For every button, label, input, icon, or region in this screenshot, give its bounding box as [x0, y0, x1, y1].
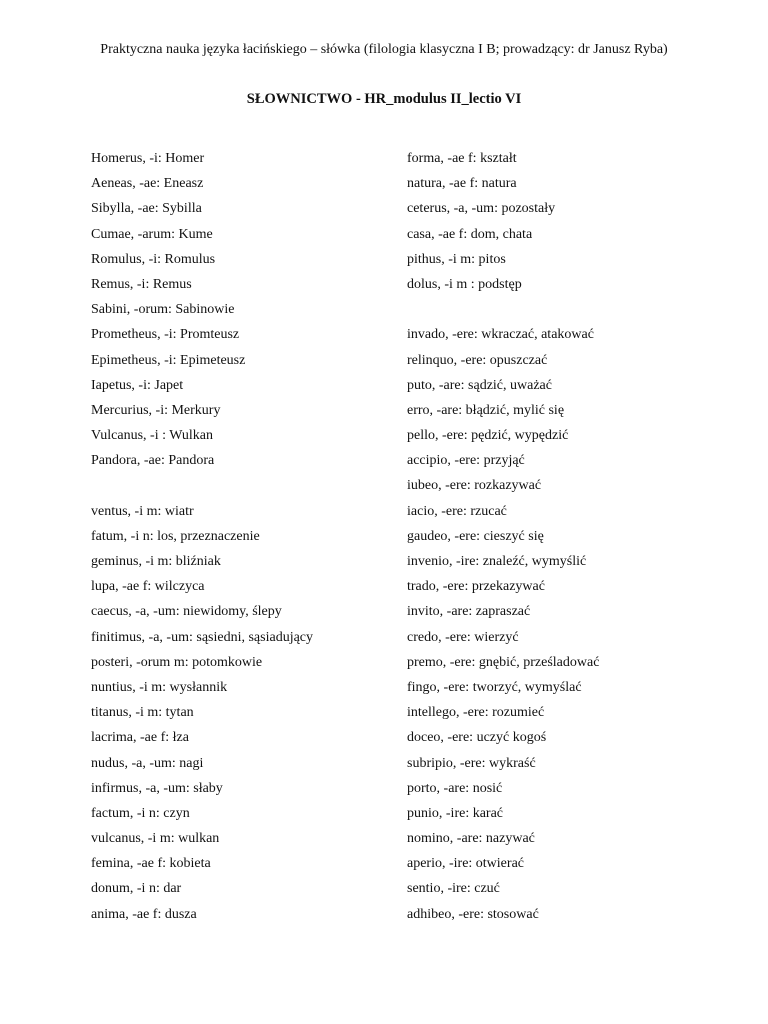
vocabulary-entry: gaudeo, -ere: cieszyć się	[407, 528, 544, 544]
vocabulary-entry: Vulcanus, -i : Wulkan	[91, 428, 213, 444]
vocabulary-entry: Remus, -i: Remus	[91, 276, 192, 292]
vocabulary-entry: femina, -ae f: kobieta	[91, 856, 211, 872]
vocabulary-entry: trado, -ere: przekazywać	[407, 579, 545, 595]
vocabulary-entry: adhibeo, -ere: stosować	[407, 906, 539, 922]
vocabulary-entry: ventus, -i m: wiatr	[91, 503, 194, 519]
vocabulary-entry: erro, -are: błądzić, mylić się	[407, 402, 565, 418]
vocabulary-entry: intellego, -ere: rozumieć	[407, 705, 545, 721]
vocabulary-entry: Aeneas, -ae: Eneasz	[91, 176, 204, 192]
vocabulary-entry: iacio, -ere: rzucać	[407, 503, 507, 519]
vocabulary-entry: caecus, -a, -um: niewidomy, ślepy	[91, 604, 282, 620]
vocabulary-entry: lupa, -ae f: wilczyca	[91, 579, 205, 595]
vocabulary-entry: invenio, -ire: znaleźć, wymyślić	[407, 554, 587, 569]
vocabulary-entry: infirmus, -a, -um: słaby	[91, 780, 223, 796]
vocabulary-entry: nudus, -a, -um: nagi	[91, 755, 204, 771]
vocabulary-entry: accipio, -ere: przyjąć	[407, 453, 525, 469]
vocabulary-entry: Sibylla, -ae: Sybilla	[91, 201, 202, 217]
vocabulary-entry: geminus, -i m: bliźniak	[91, 554, 221, 569]
vocabulary-entry: relinquo, -ere: opuszczać	[407, 352, 548, 368]
vocabulary-entry: aperio, -ire: otwierać	[407, 856, 524, 872]
vocabulary-entry: Mercurius, -i: Merkury	[91, 402, 221, 418]
vocabulary-entry: Sabini, -orum: Sabinowie	[91, 302, 235, 318]
page-title: SŁOWNICTWO - HR_modulus II_lectio VI	[246, 91, 522, 107]
vocabulary-entry: pithus, -i m: pitos	[407, 251, 506, 267]
vocabulary-entry: vulcanus, -i m: wulkan	[91, 831, 220, 847]
vocabulary-entry: ceterus, -a, -um: pozostały	[407, 201, 556, 217]
vocabulary-entry: nomino, -are: nazywać	[407, 831, 535, 847]
vocabulary-entry: dolus, -i m : podstęp	[407, 276, 522, 292]
vocabulary-entry: invado, -ere: wkraczać, atakować	[407, 327, 594, 343]
vocabulary-entry: Iapetus, -i: Japet	[91, 377, 184, 393]
vocabulary-entry: factum, -i n: czyn	[91, 805, 190, 821]
vocabulary-entry: fingo, -ere: tworzyć, wymyślać	[407, 679, 582, 695]
vocabulary-entry: sentio, -ire: czuć	[407, 881, 500, 897]
vocabulary-entry: fatum, -i n: los, przeznaczenie	[91, 528, 260, 544]
vocabulary-entry: casa, -ae f: dom, chata	[407, 226, 533, 242]
vocabulary-left-column	[91, 149, 391, 930]
vocabulary-entry: Prometheus, -i: Promteusz	[91, 327, 240, 343]
vocabulary-entry: premo, -ere: gnębić, prześladować	[407, 654, 600, 670]
vocabulary-entry: doceo, -ere: uczyć kogoś	[407, 730, 547, 746]
vocabulary-entry: natura, -ae f: natura	[407, 176, 517, 192]
vocabulary-entry: titanus, -i m: tytan	[91, 705, 194, 721]
vocabulary-entry: puto, -are: sądzić, uważać	[407, 377, 552, 393]
vocabulary-entry: porto, -are: nosić	[407, 780, 503, 796]
vocabulary-entry: Cumae, -arum: Kume	[91, 226, 213, 242]
vocabulary-entry: forma, -ae f: kształt	[407, 151, 517, 166]
vocabulary-entry: iubeo, -ere: rozkazywać	[407, 478, 542, 494]
vocabulary-entry: lacrima, -ae f: łza	[91, 730, 189, 746]
vocabulary-entry: posteri, -orum m: potomkowie	[91, 654, 263, 670]
vocabulary-entry: nuntius, -i m: wysłannik	[91, 679, 228, 695]
vocabulary-entry: pello, -ere: pędzić, wypędzić	[407, 428, 569, 444]
vocabulary-spacer	[91, 476, 391, 501]
vocabulary-spacer	[407, 300, 737, 325]
vocabulary-entry: Pandora, -ae: Pandora	[91, 453, 215, 469]
vocabulary-entry: donum, -i n: dar	[91, 881, 182, 897]
vocabulary-entry: finitimus, -a, -um: sąsiedni, sąsiadujący	[91, 629, 314, 645]
vocabulary-entry: credo, -ere: wierzyć	[407, 629, 519, 645]
vocabulary-right-column	[407, 149, 737, 930]
vocabulary-entry: invito, -are: zapraszać	[407, 604, 531, 620]
document-header: Praktyczna nauka języka łacińskiego – słówka (filologia klasyczna I B; prowadzący: dr Janusz Ryba)	[100, 42, 668, 57]
vocabulary-entry: Epimetheus, -i: Epimeteusz	[91, 352, 246, 368]
vocabulary-entry: subripio, -ere: wykraść	[407, 755, 536, 771]
vocabulary-entry: anima, -ae f: dusza	[91, 906, 197, 922]
vocabulary-entry: punio, -ire: karać	[407, 805, 504, 821]
vocabulary-entry: Romulus, -i: Romulus	[91, 251, 216, 267]
vocabulary-entry: Homerus, -i: Homer	[91, 151, 205, 166]
